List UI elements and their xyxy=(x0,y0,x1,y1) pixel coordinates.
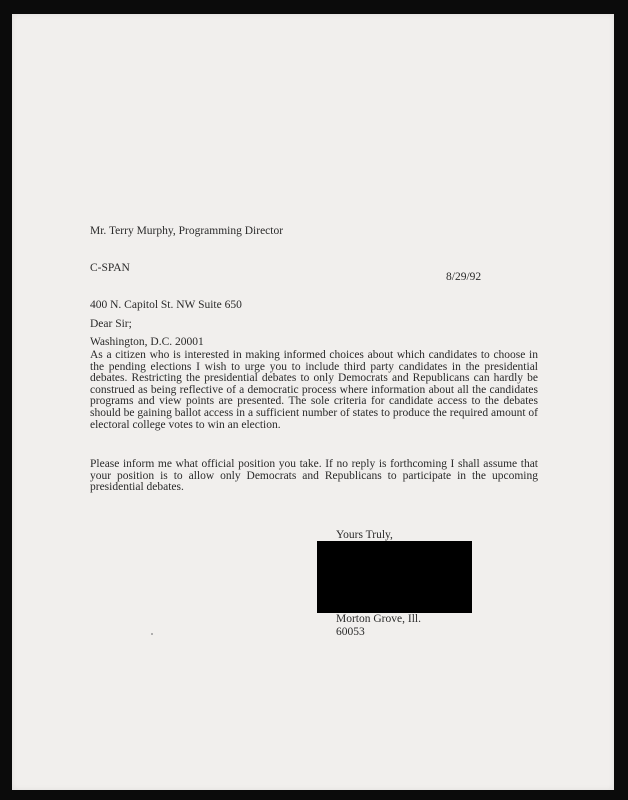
letter-date: 8/29/92 xyxy=(446,271,482,283)
recipient-line-street: 400 N. Capitol St. NW Suite 650 xyxy=(90,299,242,312)
body-paragraph-2: Please inform me what official position you take. If no reply is forthcoming I shall assume that your position is to allow only Democrats and Republicans to participate in the upcoming presidential debates. xyxy=(90,458,538,494)
closing: Yours Truly, xyxy=(336,529,393,541)
recipient-line-org: C-SPAN xyxy=(90,262,130,275)
sender-city: Morton Grove, Ill. xyxy=(336,613,421,625)
salutation: Dear Sir; xyxy=(90,318,132,330)
recipient-line-name: Mr. Terry Murphy, Programming Director xyxy=(90,224,284,237)
paper-speck xyxy=(151,633,153,635)
recipient-address xyxy=(90,200,283,374)
recipient-line-city: Washington, D.C. 20001 xyxy=(90,336,204,349)
sender-zip: 60053 xyxy=(336,626,365,638)
signature-redaction-block xyxy=(317,541,472,613)
body-paragraph-1: As a citizen who is interested in making informed choices about which candidates to choose in the pending elections I wish to urge you to include third party candidates in the presidential debates. Restricting the presidential debates to only Democrats and Republicans can hardly be construed as being reflective of a democratic process where information about all the candidates programs and view points are presented. The sole criteria for candidate access to the debates should be gaining ballot access in a sufficient number of states to produce the required amount of electoral college votes to win an election. xyxy=(90,349,538,431)
